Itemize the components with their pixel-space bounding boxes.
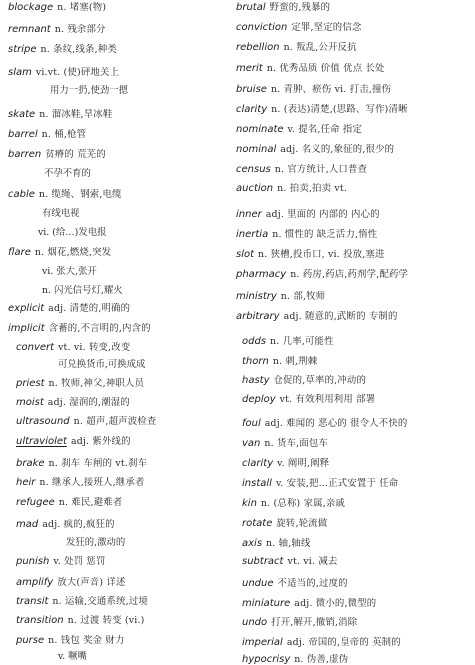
vocab-word: merit	[236, 63, 263, 74]
vocab-definition: n. 货车,面包车	[264, 438, 329, 449]
vocab-word: blockage	[8, 2, 54, 13]
vocab-entry	[228, 394, 475, 405]
vocab-entry	[228, 229, 475, 240]
vocab-entry	[228, 598, 475, 609]
vocab-entry	[0, 436, 228, 447]
vocab-entry	[0, 519, 228, 530]
vocab-entry	[228, 637, 475, 648]
vocab-definition: n. 惯性的 缺乏活力,惰性	[272, 229, 378, 240]
vocab-word: axis	[242, 538, 263, 549]
vocab-entry	[0, 416, 228, 427]
vocab-entry	[228, 518, 475, 529]
vocab-word: moist	[16, 397, 44, 408]
vocab-entry	[228, 311, 475, 322]
vocab-word: ministry	[236, 291, 277, 302]
vocab-definition: n. 伪善,虚伪	[294, 654, 349, 665]
vocab-word: census	[236, 164, 271, 175]
vocab-word: subtract	[242, 556, 284, 567]
vocab-word: imperial	[242, 637, 283, 648]
vocab-word: rebellion	[236, 42, 280, 53]
vocab-word: brutal	[236, 2, 266, 13]
vocab-word: amplify	[16, 577, 54, 588]
vocab-definition: vi. (给…)发电报	[38, 227, 107, 238]
vocab-word: slam	[8, 67, 32, 78]
vocab-entry	[0, 497, 228, 508]
vocab-word: heir	[16, 477, 36, 488]
vocab-word: explicit	[8, 303, 45, 314]
vocab-definition: vi. 张大,张开	[42, 266, 97, 277]
vocab-word: rotate	[242, 518, 273, 529]
vocab-definition: adj. 清楚的,明确的	[48, 303, 131, 314]
vocab-entry	[0, 342, 228, 353]
vocab-definition: n. 超声,超声波检查	[73, 416, 157, 427]
vocab-entry	[0, 67, 228, 78]
vocab-entry	[0, 303, 228, 314]
vocab-definition: adj. 帝国的,皇帝的 英制的	[286, 637, 401, 648]
vocab-word: nominal	[236, 144, 277, 155]
vocab-word: auction	[236, 183, 274, 194]
vocab-word: convert	[16, 342, 55, 353]
vocab-definition: n. 运输,交通系统,过境	[52, 596, 148, 607]
vocab-word: clarity	[242, 458, 274, 469]
vocab-definition: adj. 湿润的,潮湿的	[47, 397, 130, 408]
vocab-entry	[228, 478, 475, 489]
vocab-entry-continuation	[0, 285, 228, 296]
vocab-definition: n. 牧师,神父,神职人员	[48, 378, 145, 389]
vocab-definition: n. 青肿、瘀伤 vi. 打击,撞伤	[270, 84, 392, 95]
vocab-word: brake	[16, 458, 45, 469]
vocab-definition: n. 钱包 奖金 财力	[48, 635, 125, 646]
vocab-word: refugee	[16, 497, 55, 508]
vocab-definition: n. 叛乱,公开反抗	[283, 42, 357, 53]
vocab-entry	[228, 375, 475, 386]
vocab-entry	[0, 44, 228, 55]
vocab-definition: n. 刹车 车闸的 vt.刹车	[48, 458, 148, 469]
vocab-definition: n. 官方统计,人口普查	[274, 164, 368, 175]
vocab-definition: adj. 难闻的 恶心的 很令人不快的	[264, 418, 408, 429]
vocab-definition: n. 继承人,接班人,继承者	[39, 477, 145, 488]
vocab-word: undo	[242, 617, 268, 628]
vocab-entry	[228, 538, 475, 549]
vocab-entry	[0, 397, 228, 408]
vocab-entry	[228, 63, 475, 74]
vocab-definition: v. 处罚 惩罚	[53, 556, 106, 567]
vocab-word: hasty	[242, 375, 270, 386]
vocab-entry-continuation	[0, 537, 228, 548]
vocab-entry	[0, 247, 228, 258]
vocab-word: skate	[8, 109, 36, 120]
vocab-entry	[0, 24, 228, 35]
vocab-word: flare	[8, 247, 31, 258]
vocab-entry	[228, 654, 475, 665]
vocab-entry	[228, 438, 475, 449]
vocab-definition: v. 安装,把…正式安置于 任命	[275, 478, 399, 489]
vocab-definition: 仓促的,草率的,冲动的	[273, 375, 367, 386]
vocab-word: miniature	[242, 598, 291, 609]
vocab-word: install	[242, 478, 272, 489]
vocab-word: purse	[16, 635, 45, 646]
vocab-definition: n. 轴,轴线	[266, 538, 311, 549]
vocab-word: pharmacy	[236, 269, 287, 280]
vocab-definition: adj. 微小的,微型的	[294, 598, 377, 609]
vocab-definition: n. 药房,药店,药剂学,配药学	[290, 269, 409, 280]
vocab-definition: v. 噘嘴	[58, 651, 87, 662]
vocab-word: foul	[242, 418, 261, 429]
vocab-entry	[228, 124, 475, 135]
vocab-definition: 野蛮的,残暴的	[269, 2, 331, 13]
vocab-entry	[0, 596, 228, 607]
vocab-definition: n. 拍卖,拍卖 vt.	[277, 183, 348, 194]
vocab-entry-continuation	[0, 85, 228, 96]
vocab-entry	[228, 336, 475, 347]
vocab-definition: n. 桶,枪管	[41, 129, 87, 140]
vocab-definition: 发狂的,激动的	[66, 537, 126, 548]
vocab-definition: n. (表达)清楚,(思路、写作)清晰	[271, 104, 408, 115]
vocab-word: remnant	[8, 24, 51, 35]
vocab-definition: v. 提名,任命 指定	[287, 124, 363, 135]
vocab-entry	[0, 458, 228, 469]
vocab-definition: 含蓄的,不言明的,内含的	[48, 323, 151, 334]
vocab-entry	[228, 498, 475, 509]
vocab-word: clarity	[236, 104, 268, 115]
vocab-entry-continuation	[0, 651, 228, 662]
vocab-entry-continuation	[0, 359, 228, 370]
vocab-word: conviction	[236, 22, 288, 33]
vocab-definition: 可兑换货币,可换成成	[58, 359, 146, 370]
vocab-entry	[0, 477, 228, 488]
vocab-definition: n. (总称) 家属,亲戚	[260, 498, 346, 509]
vocab-definition: n. 闪光信号灯,耀火	[42, 285, 123, 296]
vocab-definition: vt. vi. 转变,改变	[58, 342, 131, 353]
vocab-entry-continuation	[0, 266, 228, 277]
vocab-definition: 旋转,轮流做	[276, 518, 328, 529]
vocab-word: implicit	[8, 323, 45, 334]
vocab-word: van	[242, 438, 261, 449]
vocab-word: bruise	[236, 84, 267, 95]
vocab-word: transit	[16, 596, 49, 607]
vocab-definition: adj. 紫外线的	[70, 436, 131, 447]
vocab-word: undue	[242, 578, 274, 589]
vocab-definition: 用力一扔,使劲一摁	[50, 85, 128, 96]
vocab-definition: n. 刺,荆棘	[272, 356, 318, 367]
vocab-entry	[228, 249, 475, 260]
vocab-definition: n. 狭槽,投币口, vi. 投放,塞进	[258, 249, 385, 260]
vocab-word: cable	[8, 189, 35, 200]
vocab-word: stripe	[8, 44, 37, 55]
vocab-entry	[228, 269, 475, 280]
vocab-definition: adj. 名义的,象征的,很少的	[280, 144, 395, 155]
vocab-word: ultraviolet	[16, 436, 67, 447]
vocab-entry	[0, 129, 228, 140]
vocab-word: slot	[236, 249, 255, 260]
vocab-entry	[0, 577, 228, 588]
vocab-definition: n. 难民,避难者	[58, 497, 123, 508]
vocab-definition: n. 优秀品质 价值 优点 长处	[266, 63, 385, 74]
vocab-definition: adj. 里面的 内部的 内心的	[265, 209, 380, 220]
vocab-definition: adj. 疯的,疯狂的	[42, 519, 115, 530]
vocab-definition: n. 条纹,线条,种类	[40, 44, 117, 55]
vocab-word: inner	[236, 209, 262, 220]
vocab-word: thorn	[242, 356, 269, 367]
vocab-entry	[228, 2, 475, 13]
vocab-word: transition	[16, 615, 64, 626]
vocab-word: barrel	[8, 129, 38, 140]
vocab-definition: n. 几率,可能性	[270, 336, 334, 347]
vocab-entry	[0, 635, 228, 646]
vocab-word: priest	[16, 378, 45, 389]
vocab-entry	[228, 104, 475, 115]
vocab-entry	[0, 615, 228, 626]
vocab-entry	[0, 109, 228, 120]
vocab-definition: 定罪,坚定的信念	[291, 22, 362, 33]
vocab-entry	[228, 356, 475, 367]
vocab-word: barren	[8, 149, 42, 160]
vocab-definition: 贫瘠的 荒芜的	[45, 149, 106, 160]
vocab-definition: n. 过渡 转变 (vi.)	[67, 615, 145, 626]
vocab-entry	[228, 183, 475, 194]
vocab-definition: adj. 随意的,武断的 专制的	[283, 311, 398, 322]
vocab-entry	[228, 617, 475, 628]
vocab-entry	[0, 378, 228, 389]
vocab-definition: n. 残余部分	[54, 24, 106, 35]
vocab-definition: n. 缆绳、钢索,电缆	[38, 189, 122, 200]
vocab-word: hypocrisy	[242, 654, 291, 665]
vocab-entry	[228, 42, 475, 53]
vocab-entry	[228, 418, 475, 429]
vocab-word: deploy	[242, 394, 276, 405]
vocab-definition: vt. vi. 减去	[287, 556, 338, 567]
vocab-entry-continuation	[0, 168, 228, 179]
vocab-entry	[228, 578, 475, 589]
vocab-definition: 不孕不育的	[44, 168, 91, 179]
vocab-entry	[0, 149, 228, 160]
vocab-definition: 有线电视	[42, 208, 80, 219]
vocab-definition: n. 部,牧师	[280, 291, 326, 302]
vocab-entry	[0, 189, 228, 200]
vocab-entry	[228, 84, 475, 95]
vocab-definition: 打开,解开,撤销,消除	[271, 617, 358, 628]
vocab-definition: n. 溜冰鞋,旱冰鞋	[39, 109, 113, 120]
vocab-definition: n. 堵塞(物)	[57, 2, 107, 13]
vocab-word: ultrasound	[16, 416, 70, 427]
vocab-word: mad	[16, 519, 39, 530]
vocab-definition: 不适当的,过度的	[277, 578, 348, 589]
vocab-word: odds	[242, 336, 267, 347]
vocab-word: nominate	[236, 124, 284, 135]
vocab-entry-continuation	[0, 227, 228, 238]
vocab-entry	[228, 458, 475, 469]
vocab-definition: n. 烟花,燃烧,突发	[34, 247, 112, 258]
vocab-entry	[228, 164, 475, 175]
vocab-entry	[0, 556, 228, 567]
vocab-definition: v. 阐明,阐释	[277, 458, 330, 469]
vocab-definition: 放大(声音) 详述	[57, 577, 126, 588]
vocab-word: arbitrary	[236, 311, 280, 322]
vocab-entry	[228, 209, 475, 220]
vocab-entry	[228, 556, 475, 567]
vocab-word: kin	[242, 498, 257, 509]
vocab-entry	[0, 2, 228, 13]
vocab-definition: vt. 有效利用利用 部署	[279, 394, 376, 405]
vocab-definition: vi.vt. (使)砰地关上	[35, 67, 120, 78]
vocab-entry	[228, 22, 475, 33]
vocab-entry	[228, 291, 475, 302]
vocab-word: punish	[16, 556, 50, 567]
vocab-entry-continuation	[0, 208, 228, 219]
vocab-entry	[0, 323, 228, 334]
vocab-entry	[228, 144, 475, 155]
vocab-word: inertia	[236, 229, 269, 240]
